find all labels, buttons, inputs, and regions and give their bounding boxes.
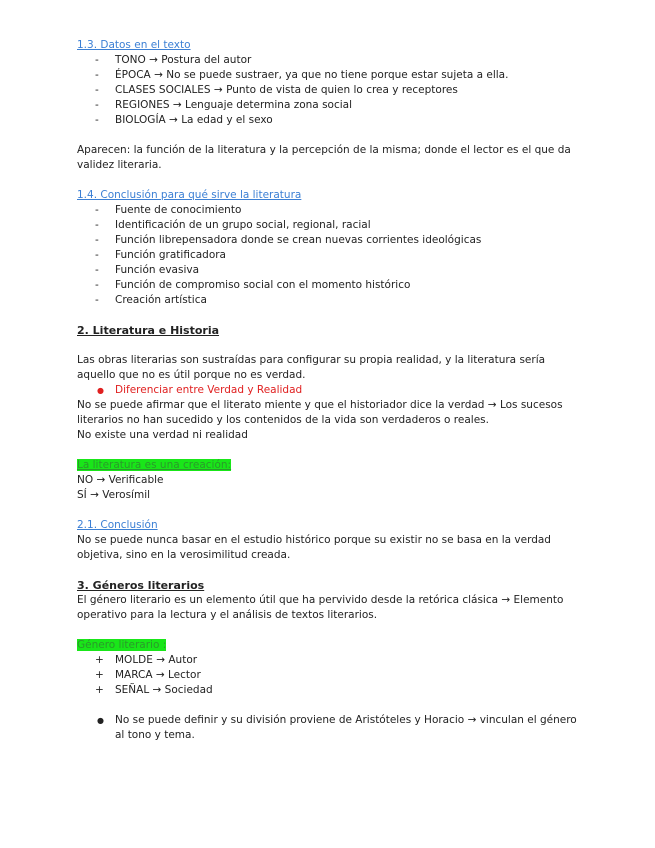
section-2-paragraph-2: No se puede afirmar que el literato miente y que el historiador dice la verdad → Los sucesos literarios no han sucedido y los contenidos de la vida son verdaderos o reales. bbox=[77, 399, 563, 426]
list-item: - REGIONES → Lenguaje determina zona social bbox=[95, 99, 353, 111]
section-3-bullet: ● No se puede definir y su división proviene de Aristóteles y Horacio → vinculan el género al tono y tema. bbox=[97, 714, 577, 741]
section-3-title: 3. Géneros literarios bbox=[77, 579, 205, 592]
plus-bullet: + bbox=[95, 654, 104, 666]
dash-bullet: - bbox=[95, 54, 99, 66]
list-item: - Función librepensadora donde se crean nuevas corrientes ideológicas bbox=[95, 234, 482, 246]
list-item: - CLASES SOCIALES → Punto de vista de quien lo crea y receptores bbox=[95, 84, 458, 96]
dash-bullet: - bbox=[95, 249, 99, 261]
red-bullet-item: ● Diferenciar entre Verdad y Realidad bbox=[97, 384, 303, 396]
list-item: + MOLDE → Autor bbox=[95, 654, 198, 666]
list-item: - ÉPOCA → No se puede sustraer, ya que no tiene porque estar sujeta a ella. bbox=[95, 69, 509, 81]
section-2-1-title[interactable]: 2.1. Conclusión bbox=[77, 519, 158, 531]
section-2-paragraph-1: Las obras literarias son sustraídas para configurar su propia realidad, y la literatura sería aquello que no es útil porque no es verdad. bbox=[77, 354, 546, 381]
dash-bullet: - bbox=[95, 279, 99, 291]
list-item: + SEÑAL → Sociedad bbox=[95, 684, 213, 696]
list-item: - TONO → Postura del autor bbox=[95, 54, 252, 66]
dash-bullet: - bbox=[95, 234, 99, 246]
bullet-dot: ● bbox=[97, 386, 104, 395]
list-item: - Función de compromiso social con el momento histórico bbox=[95, 279, 411, 291]
list-item: + MARCA → Lector bbox=[95, 669, 201, 681]
list-item: - Función gratificadora bbox=[95, 249, 226, 261]
section-1-3-list bbox=[77, 53, 582, 128]
section-2-title: 2. Literatura e Historia bbox=[77, 324, 220, 337]
section-1-4-title[interactable]: 1.4. Conclusión para qué sirve la literatura bbox=[77, 189, 302, 201]
dash-bullet: - bbox=[95, 114, 99, 126]
dash-bullet: - bbox=[95, 264, 99, 276]
list-item: - Fuente de conocimiento bbox=[95, 204, 242, 216]
dash-bullet: - bbox=[95, 99, 99, 111]
section-1-4-list bbox=[77, 203, 582, 308]
document-page bbox=[77, 38, 582, 743]
highlight-genero: Género literario : bbox=[77, 639, 167, 651]
si-verosimil-line: SÍ → Verosímil bbox=[77, 489, 151, 501]
dash-bullet: - bbox=[95, 84, 99, 96]
dash-bullet: - bbox=[95, 219, 99, 231]
plus-bullet: + bbox=[95, 669, 104, 681]
section-3-list bbox=[77, 653, 582, 698]
no-verificable-line: NO → Verificable bbox=[77, 474, 164, 486]
section-2-1-paragraph: No se puede nunca basar en el estudio histórico porque su existir no se basa en la verdad objetiva, sino en la verosimilitud creada. bbox=[77, 534, 551, 561]
dash-bullet: - bbox=[95, 294, 99, 306]
section-2-paragraph-3: No existe una verdad ni realidad bbox=[77, 429, 248, 441]
list-item: - Función evasiva bbox=[95, 264, 200, 276]
bullet-dot: ● bbox=[97, 716, 104, 725]
dash-bullet: - bbox=[95, 204, 99, 216]
dash-bullet: - bbox=[95, 69, 99, 81]
list-item: - Identificación de un grupo social, regional, racial bbox=[95, 219, 371, 231]
plus-bullet: + bbox=[95, 684, 104, 696]
section-3-paragraph: El género literario es un elemento útil que ha pervivido desde la retórica clásica → Elemento operativo para la lectura y el análisis de textos literarios. bbox=[77, 594, 564, 621]
highlight-creation: La literatura es una creación: bbox=[77, 459, 232, 471]
list-item: - Creación artística bbox=[95, 294, 207, 306]
list-item: - BIOLOGÍA → La edad y el sexo bbox=[95, 114, 273, 126]
section-1-3-paragraph: Aparecen: la función de la literatura y la percepción de la misma; donde el lector es el que da validez literaria. bbox=[77, 144, 571, 171]
section-1-3-title[interactable]: 1.3. Datos en el texto bbox=[77, 39, 191, 51]
